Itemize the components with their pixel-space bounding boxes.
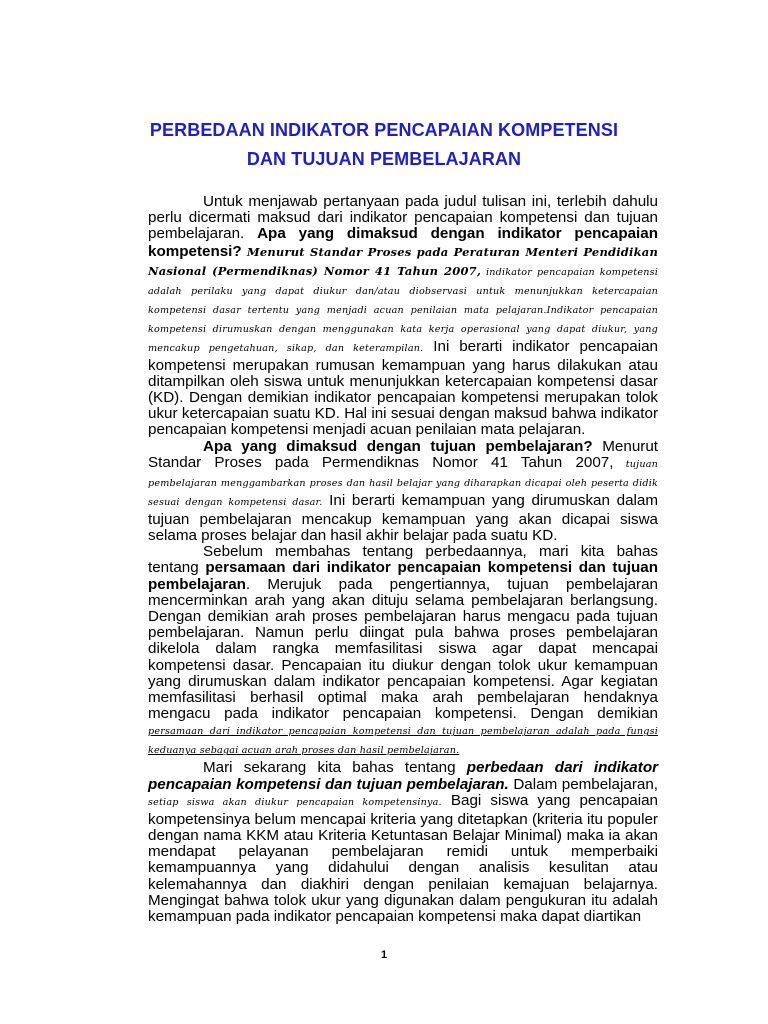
document-body bbox=[148, 194, 658, 925]
paragraph-2-continuation: Ini berarti kemampuan yang dirumuskan dalam tujuan pembelajaran mencakup kemampuan yang akan dicapai siswa selama proses belajar dan hasil akhir belajar pada suatu KD. bbox=[148, 491, 658, 545]
paragraph-3-text: Sebelum membahas tentang perbedaannya, mari kita bahas tentang bbox=[148, 543, 658, 577]
page-number: 1 bbox=[380, 949, 388, 961]
question-indikator: Apa yang dimaksud dengan indikator pencapaian kompetensi? bbox=[148, 225, 658, 260]
document-title-line-1: PERBEDAAN INDIKATOR PENCAPAIAN KOMPETENSI bbox=[149, 120, 619, 140]
paragraph-1-text: Untuk menjawab pertanyaan pada judul tulisan ini, terlebih dahulu perlu dicermati maksud dari indikator pencapaian kompetensi dan tujuan pembelajaran. bbox=[148, 193, 658, 243]
perbedaan-heading: perbedaan dari indikator pencapaian kompetensi dan tujuan pembelajaran. bbox=[148, 759, 659, 793]
paragraph-1 bbox=[148, 194, 658, 439]
paragraph-3 bbox=[148, 544, 658, 760]
script-quote-permendiknas: Menurut Standar Proses pada Peraturan Menteri Pendidikan Nasional (Permendiknas) Nomor 41 Tahun 2007, bbox=[148, 244, 658, 278]
script-quote-indikator-definition: indikator pencapaian kompetensi adalah perilaku yang dapat diukur dan/atau diobservasi untuk menunjukkan ketercapaian kompetensi dasar tertentu yang menjadi acuan penilaian mata pelajaran.Indikator pencapaian kompetensi dirumuskan dengan menggunakan kata kerja operasional yang dapat diukur, yang mencakup pengetahuan, sikap, dan keterampilan. bbox=[148, 266, 658, 354]
paragraph-4 bbox=[148, 760, 658, 925]
paragraph-4-continuation: Bagi siswa yang pencapaian kompetensinya belum mencapai kriteria yang ditetapkan (kriteria itu populer dengan nama KKM atau Kriteria Ketuntasan Belajar Minimal) maka ia akan mendapat pelayanan pembelajaran remidi untuk memperbaiki kemampuannya yang didahului dengan analisis kesulitan atau kelemahannya dan diakhiri dengan penilaian kemajuan belajarnya. Mengingat bahwa tolok ukur yang digunakan dalam pengukuran itu adalah kemampuan pada indikator pencapaian kompetensi maka dapat diartikan bbox=[148, 791, 658, 926]
document-title-line-2: DAN TUJUAN PEMBELAJARAN bbox=[246, 149, 522, 169]
paragraph-4-text-2: Dalam pembelajaran, bbox=[508, 775, 658, 793]
paragraph-2-text: Menurut Standar Proses pada Permendiknas Nomor 41 Tahun 2007, bbox=[148, 437, 658, 471]
script-quote-persamaan: persamaan dari indikator pencapaian kompetensi dan tujuan pembelajaran adalah pada fungsi keduanya sebagai acuan arah proses dan hasil pembelajaran. bbox=[148, 726, 658, 757]
paragraph-4-text: Mari sekarang kita bahas tentang bbox=[203, 759, 467, 777]
paragraph-1-continuation: Ini berarti indikator pencapaian kompetensi merupakan rumusan kemampuan yang harus dilakukan atau ditampilkan oleh siswa untuk menunjukkan ketercapaian kompetensi dasar (KD). Dengan demikian indikator pencapaian kompetensi merupakan tolok ukur ketercapaian suatu KD. Hal ini sesuai dengan maksud bahwa indikator pencapaian kompetensi menjadi acuan penilaian mata pelajaran. bbox=[148, 337, 658, 439]
persamaan-heading: persamaan dari indikator pencapaian kompetensi dan tujuan pembelajaran bbox=[148, 559, 658, 593]
paragraph-3-continuation: . Merujuk pada pengertiannya, tujuan pembelajaran mencerminkan arah yang akan dituju selama pembelajaran berlangsung. Dengan demikian arah proses pembelajaran harus mengacu pada tujuan pembelajaran. Namun perlu diingat pula bahwa proses pembelajaran dikelola dalam rangka memfasilitasi siswa agar dapat mencapai kompetensi dasar. Pencapaian itu diukur dengan tolok ukur kemampuan yang dirumuskan dalam indikator pencapaian kompetensi. Agar kegiatan memfasilitasi berhasil optimal maka arah pembelajaran hendaknya mengacu pada indikator pencapaian kompetensi. Dengan demikian bbox=[148, 575, 658, 723]
question-tujuan: Apa yang dimaksud dengan tujuan pembelajaran? bbox=[203, 437, 593, 455]
script-quote-tujuan-definition: tujuan pembelajaran menggambarkan proses dan hasil belajar yang diharapkan dicapai oleh peserta didik sesuai dengan kompetensi dasar. bbox=[148, 458, 658, 508]
paragraph-2 bbox=[148, 439, 658, 545]
script-quote-pengukuran: setiap siswa akan diukur pencapaian kompetensinya. bbox=[148, 796, 442, 808]
